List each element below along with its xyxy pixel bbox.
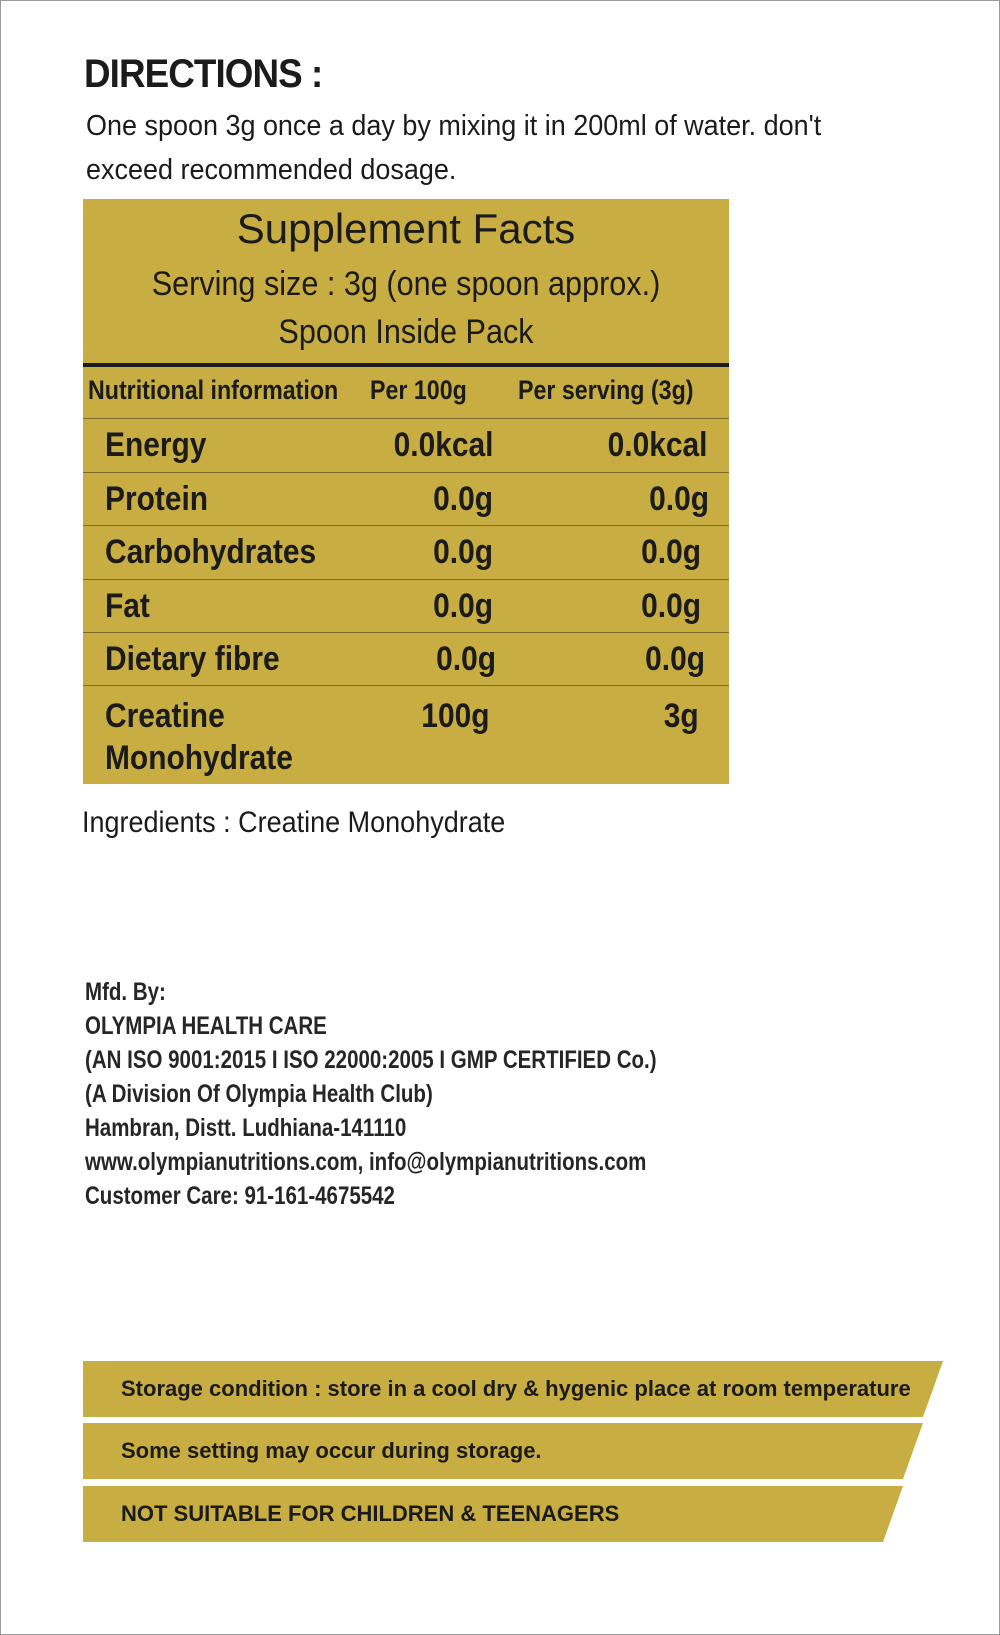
row-label: Fat <box>105 587 150 625</box>
row-per-100g: 0.0kcal <box>393 426 493 464</box>
row-per-100g: 0.0g <box>433 533 493 571</box>
row-per-100g: 0.0g <box>436 640 496 678</box>
notice-text: Some setting may occur during storage. <box>121 1438 542 1463</box>
row-divider <box>83 632 729 633</box>
row-per-100g: 0.0g <box>433 480 493 518</box>
division: (A Division Of Olympia Health Club) <box>85 1080 433 1108</box>
notice-settling <box>83 1423 943 1479</box>
row-divider <box>83 472 729 473</box>
row-label: Carbohydrates <box>105 533 317 571</box>
directions-heading: DIRECTIONS : <box>84 52 323 96</box>
row-per-100g: 100g <box>420 697 489 735</box>
header-rule <box>83 363 729 367</box>
row-per-serving: 0.0g <box>645 640 705 678</box>
row-label: Dietary fibre <box>105 640 280 678</box>
company-name: OLYMPIA HEALTH CARE <box>85 1012 327 1040</box>
notice-text: Storage condition : store in a cool dry & hygenic place at room temperature <box>121 1376 911 1401</box>
notice-text: NOT SUITABLE FOR CHILDREN & TEENAGERS <box>121 1501 620 1526</box>
table-row-energy <box>83 424 729 472</box>
address: Hambran, Distt. Ludhiana-141110 <box>85 1114 407 1142</box>
row-per-100g: 0.0g <box>433 587 493 625</box>
table-row-carbohydrates <box>83 531 729 579</box>
mfd-label: Mfd. By: <box>85 978 166 1006</box>
customer-care: Customer Care: 91-161-4675542 <box>85 1182 395 1210</box>
table-row-dietary-fibre <box>83 638 729 686</box>
table-row-fat <box>83 585 729 633</box>
spoon-note: Spoon Inside Pack <box>278 313 534 351</box>
notice-not-suitable <box>83 1486 943 1542</box>
row-divider <box>83 525 729 526</box>
header-nutritional-information: Nutritional information <box>88 375 339 405</box>
row-per-serving: 0.0g <box>641 587 701 625</box>
supplement-facts-title: Supplement Facts <box>236 205 576 252</box>
row-per-serving: 0.0g <box>649 480 709 518</box>
notice-storage-condition <box>83 1361 943 1417</box>
row-divider <box>83 418 729 419</box>
header-per-100g: Per 100g <box>370 375 467 405</box>
table-row-creatine-monohydrate <box>83 695 729 781</box>
row-per-serving: 0.0g <box>641 533 701 571</box>
certifications: (AN ISO 9001:2015 I ISO 22000:2005 I GMP CERTIFIED Co.) <box>85 1046 657 1074</box>
row-divider <box>83 685 729 686</box>
table-row-protein <box>83 478 729 526</box>
supplement-facts-panel <box>83 199 729 784</box>
row-per-serving: 0.0kcal <box>607 426 707 464</box>
row-label-line2: Monohydrate <box>105 739 293 777</box>
row-label: Protein <box>105 480 209 518</box>
row-label: Energy <box>105 426 207 464</box>
directions-text: One spoon 3g once a day by mixing it in 200ml of water. don't exceed recommended dosage. <box>86 110 822 186</box>
row-label-line1: Creatine <box>105 697 225 735</box>
row-per-serving: 3g <box>664 697 699 735</box>
web-and-email: www.olympianutritions.com, info@olympianutritions.com <box>85 1148 647 1176</box>
header-per-serving: Per serving (3g) <box>518 375 694 405</box>
row-divider <box>83 579 729 580</box>
manufacturer-info <box>85 975 657 1213</box>
ingredients: Ingredients : Creatine Monohydrate <box>82 806 506 839</box>
serving-size: Serving size : 3g (one spoon approx.) <box>151 265 661 303</box>
